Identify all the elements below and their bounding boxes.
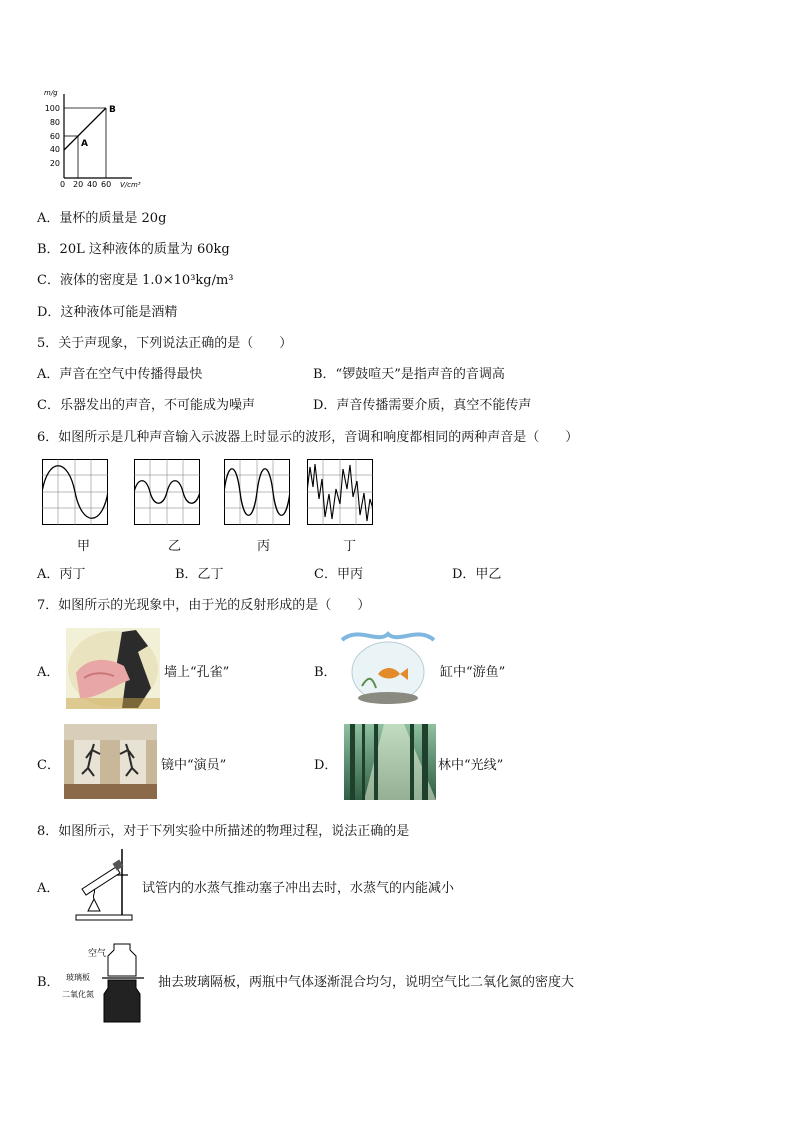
mass-volume-graph (40, 86, 160, 192)
q6-option-d: D．甲乙 (452, 567, 502, 582)
q7-option-a-text: 墙上“孔雀” (164, 665, 230, 680)
forest-light-image (344, 724, 436, 800)
q7-option-b-letter: B． (314, 665, 337, 680)
waveform-label-yi: 乙 (168, 539, 182, 554)
waveform-yi (134, 459, 200, 525)
q6-option-c: C．甲丙 (314, 567, 363, 582)
waveform-label-jia: 甲 (77, 539, 91, 554)
q4-option-b: B．20L 这种液体的质量为 60kg (37, 242, 230, 257)
shadow-peacock-image (66, 628, 160, 709)
waveform-label-bing: 丙 (257, 539, 271, 554)
graph-x-label: V/cm³ (120, 181, 141, 189)
q7-option-c-letter: C． (37, 758, 60, 773)
graph-x-tick: 40 (87, 180, 98, 189)
q5-stem: 5．关于声现象，下列说法正确的是（ ） (37, 336, 293, 351)
waveform-jia (42, 459, 108, 525)
q8-stem: 8．如图所示，对于下列实验中所描述的物理过程，说法正确的是 (37, 824, 410, 839)
q7-option-b-text: 缸中“游鱼” (440, 665, 506, 680)
fishbowl-image (338, 626, 438, 708)
graph-y-tick: 40 (49, 145, 60, 154)
q5-option-d: D．声音传播需要介质，真空不能传声 (313, 398, 532, 413)
q7-option-c-text: 镜中“演员” (161, 758, 227, 773)
q6-option-b: B．乙丁 (175, 567, 224, 582)
graph-y-tick: 20 (49, 159, 60, 168)
q7-option-d-text: 林中“光线” (438, 758, 504, 773)
graph-y-tick: 100 (44, 104, 60, 113)
q8-option-a-text: 试管内的水蒸气推动塞子冲出去时，水蒸气的内能减小 (142, 881, 455, 896)
q8-option-b-text: 抽去玻璃隔板，两瓶中气体逐渐混合均匀，说明空气比二氧化氮的密度大 (158, 975, 575, 990)
graph-x-tick: 20 (73, 180, 84, 189)
graph-x-tick: 0 (60, 180, 66, 189)
q5-option-b: B．“锣鼓喧天”是指声音的音调高 (313, 367, 505, 382)
q5-option-a: A．声音在空气中传播得最快 (37, 367, 203, 382)
q8-fig-label-air: 空气 (88, 949, 107, 959)
q5-option-c: C．乐器发出的声音，不可能成为噪声 (37, 398, 255, 413)
graph-y-tick: 60 (49, 132, 60, 141)
waveform-label-ding: 丁 (343, 539, 357, 554)
q4-option-d: D．这种液体可能是酒精 (37, 305, 178, 320)
test-tube-apparatus-image (70, 845, 138, 921)
graph-y-tick: 80 (49, 118, 60, 127)
graph-point-a: A (81, 139, 88, 149)
graph-y-label: m/g (44, 89, 58, 97)
waveform-ding (307, 459, 373, 525)
q6-option-a: A．丙丁 (37, 567, 86, 582)
graph-point-b: B (109, 105, 116, 115)
graph-x-tick: 60 (101, 180, 112, 189)
q6-stem: 6．如图所示是几种声音输入示波器上时显示的波形，音调和响度都相同的两种声音是（ ） (37, 430, 579, 445)
q7-option-a-letter: A． (37, 665, 60, 680)
waveform-bing (224, 459, 290, 525)
mirror-dancer-image (64, 724, 157, 799)
q4-option-a: A．量杯的质量是 20g (37, 211, 167, 226)
q8-fig-label-no2: 二氧化氮 (62, 990, 94, 999)
q4-option-c: C．液体的密度是 1.0×10³kg/m³ (37, 273, 234, 288)
q7-option-d-letter: D． (314, 758, 338, 773)
q7-stem: 7．如图所示的光现象中，由于光的反射形成的是（ ） (37, 598, 371, 613)
q8-option-b-letter: B． (37, 975, 60, 990)
gas-diffusion-bottles-image (62, 940, 152, 1024)
q8-option-a-letter: A． (37, 881, 60, 896)
q8-fig-label-glass-plate: 玻璃板 (66, 973, 90, 982)
